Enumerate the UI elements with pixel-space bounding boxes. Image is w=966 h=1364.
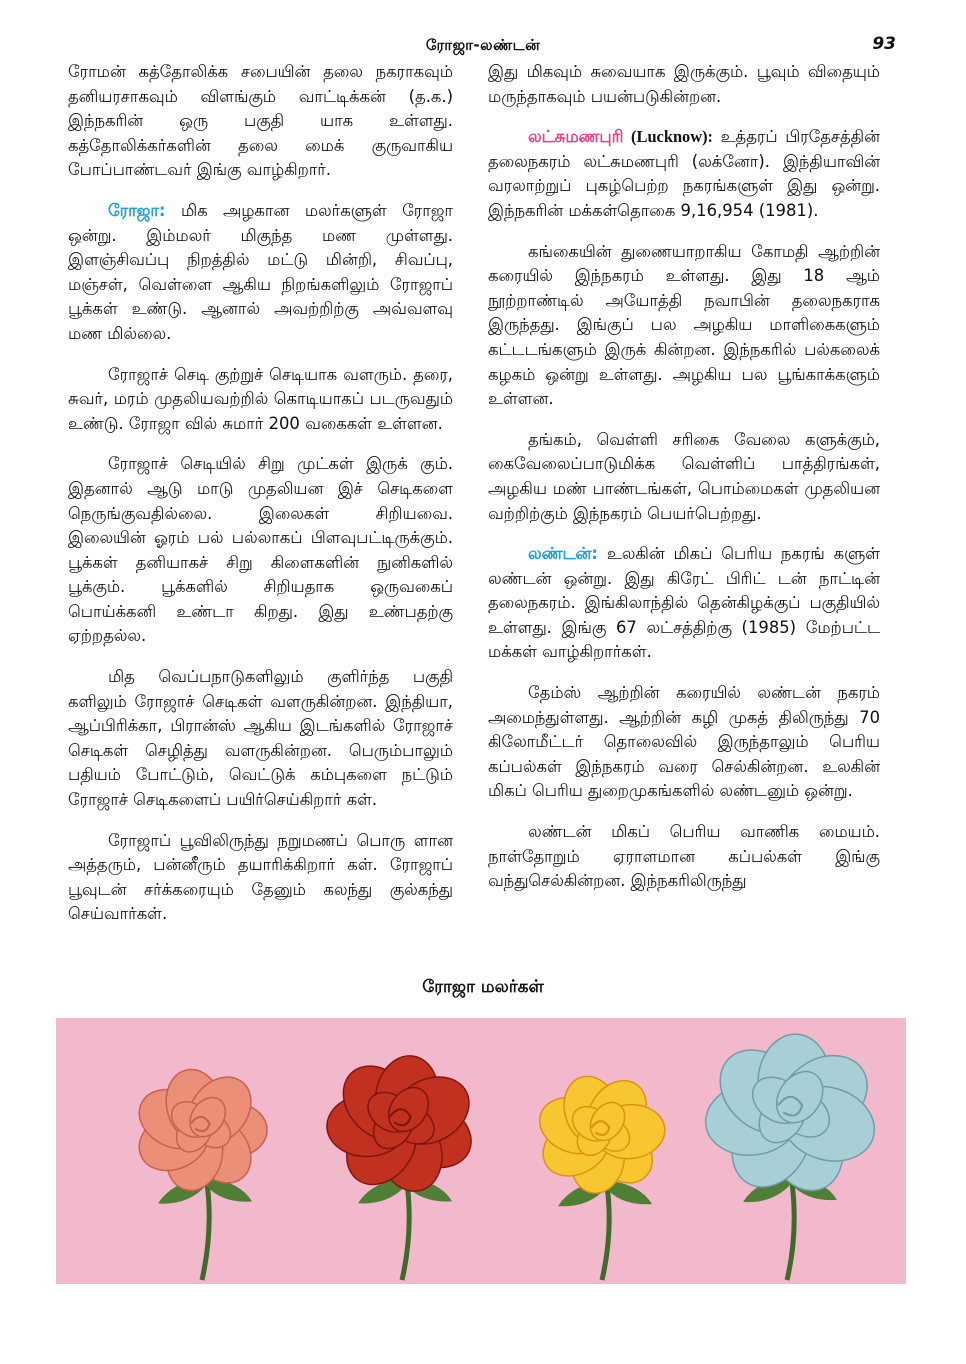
figure-caption: ரோஜா மலர்கள் (422, 977, 544, 997)
rose-pink-orange (129, 1064, 267, 1280)
vatican-paragraph: ரோமன் கத்தோலிக்க சபையின் தலை நகராகவும் தனியரசாகவும் விளங்கும் வாட்டிக்கன் (த.க.) இந்நகரின் ஒரு பகுதி யாக உள்ளது. கத்தோலிக்கர்களின் தலை மைக் குருவாகிய போப்பாண்டவர் இங்கு வாழ்கிறார். (68, 62, 453, 180)
stem-icon (202, 1176, 209, 1280)
rose-white-blue (701, 1031, 884, 1280)
page-number: 93 (872, 34, 896, 54)
lucknow-intro-paragraph (488, 125, 880, 223)
rose-uses-continued: இது மிகவும் சுவையாக இருக்கும். பூவும் விதையும் மருந்தாகவும் பயன்படுகின்றன. (488, 62, 880, 106)
left-column (68, 60, 453, 943)
london-thames-paragraph: தேம்ஸ் ஆற்றின் கரையில் லண்டன் நகரம் அமைந்துள்ளது. ஆற்றின் கழி முகத் திலிருந்து 70 கிலோமீட்டர் தொலைவில் இருந்தாலும் பெரிய கப்பல்கள் இந்நகரம் வரை செல்கின்றன. உலகின் மிகப் பெரிய துறைமுகங்களில் லண்டனும் ஒன்று. (488, 683, 880, 801)
london-intro-paragraph (488, 542, 880, 665)
right-column (488, 60, 880, 910)
stem-icon (787, 1174, 794, 1280)
london-trade-paragraph: லண்டன் மிகப் பெரிய வாணிக மையம். நாள்தோறும் ஏராளமான கப்பல்கள் இங்கு வந்துசெல்கின்றன. இந்நகரிலிருந்து (488, 822, 880, 891)
rose-yellow (532, 1069, 668, 1280)
rose-red (325, 1051, 481, 1280)
rose-growth-paragraph: ரோஜாச் செடி குற்றுச் செடியாக வளரும். தரை, சுவர், மரம் முதலியவற்றில் கொடியாகப் படருவதும் உண்டு. ரோஜா வில் சுமார் 200 வகைகள் உள்ளன. (68, 364, 453, 433)
london-intro-text: உலகின் மிகப் பெரிய நகரங் களுள் லண்டன் ஒன்று. இது கிரேட் பிரிட் டன் நாட்டின் தலைநகரம். இங்கிலாந்தில் தென்கிழக்குப் பகுதியில் உள்ளது. இங்கு 67 லட்சத்திற்கு (1985) மேற்பட்ட மக்கள் வாழ்கிறார்கள். (488, 544, 880, 662)
lucknow-english-name: (Lucknow): (631, 127, 714, 147)
rose-illustration (56, 1018, 906, 1284)
stem-icon (602, 1179, 609, 1280)
london-heading: லண்டன்: (528, 544, 598, 564)
lucknow-crafts-paragraph: தங்கம், வெள்ளி சரிகை வேலை களுக்கும், கைவேலைப்பாடுமிக்க வெள்ளிப் பாத்திரங்கள், அழகிய மண் பாண்டங்கள், பொம்மைகள் முதலியன வற்றிற்கும் இந்நகரம் பெயர்பெற்றது. (488, 429, 880, 523)
rose-thorns-paragraph: ரோஜாச் செடியில் சிறு முட்கள் இருக் கும். இதனால் ஆடு மாடு முதலியன இச் செடிகளை நெருங்குவதில்லை. இலைகள் சிறியவை. இலையின் ஓரம் பல் பல்லாகப் பிளவுபட்டிருக்கும். பூக்கள் தனியாகச் சிறு கிளைகளின் நுனிகளில் பூக்கும். பூக்களில் சிறியதாக ஒருவகைப் பொய்க்கனி உண்டா கிறது. இது உண்பதற்கு ஏற்றதல்ல. (68, 454, 453, 646)
stem-icon (402, 1176, 409, 1280)
running-title: ரோஜா-லண்டன் (425, 36, 541, 54)
rose-plate-svg (56, 1018, 906, 1284)
rose-intro-text: மிக அழகான மலர்களுள் ரோஜா ஒன்று. இம்மலர் மிகுந்த மண முள்ளது. இளஞ்சிவப்பு நிறத்தில் மட்டு மின்றி, சிவப்பு, மஞ்சள், வெள்ளை ஆகிய நிறங்களிலும் ரோஜாப் பூக்கள் உண்டு. ஆனால் அவற்றிற்கு அவ்வளவு மண மில்லை. (68, 200, 453, 343)
lucknow-intro-text: உத்தரப் பிரதேசத்தின் தலைநகரம் லட்சுமணபுரி (லக்னோ). இந்தியாவின் வரலாற்றுப் புகழ்பெற்ற நகரங்களுள் இது ஒன்று. இந்நகரின் மக்கள்தொகை 9,16,954 (1981). (488, 127, 881, 220)
rose-heading: ரோஜா: (108, 200, 166, 220)
rose-uses-paragraph: ரோஜாப் பூவிலிருந்து நறுமணப் பொரு ளான அத்தரும், பன்னீரும் தயாரிக்கிறார் கள். ரோஜாப் பூவுடன் சர்க்கரையும் தேனும் கலந்து குல்கந்து செய்வார்கள். (68, 830, 453, 924)
lucknow-heading: லட்சுமணபுரி (528, 127, 624, 147)
rose-intro-paragraph (68, 199, 453, 347)
rose-regions-paragraph: மித வெப்பநாடுகளிலும் குளிர்ந்த பகுதி களிலும் ரோஜாச் செடிகள் வளருகின்றன. இந்தியா, ஆப்பிரிக்கா, பிரான்ஸ் ஆகிய இடங்களில் ரோஜாச் செடிகள் செழித்து வளருகின்றன. பெரும்பாலும் பதியம் போட்டும், வெட்டுக் கம்புகளை நட்டும் ரோஜாச் செடிகளைப் பயிர்செய்கிறார் கள். (68, 667, 453, 810)
lucknow-history-paragraph: கங்கையின் துணையாறாகிய கோமதி ஆற்றின் கரையில் இந்நகரம் உள்ளது. இது 18 ஆம் நூற்றாண்டில் அயோத்தி நவாபின் தலைநகராக இருந்தது. இங்குப் பல அழகிய மாளிகைகளும் கட்டடங்களும் இருக் கின்றன. இந்நகரில் பல்கலைக் கழகம் ஒன்று உள்ளது. அழகிய பல பூங்காக்களும் உள்ளன. (488, 241, 880, 409)
